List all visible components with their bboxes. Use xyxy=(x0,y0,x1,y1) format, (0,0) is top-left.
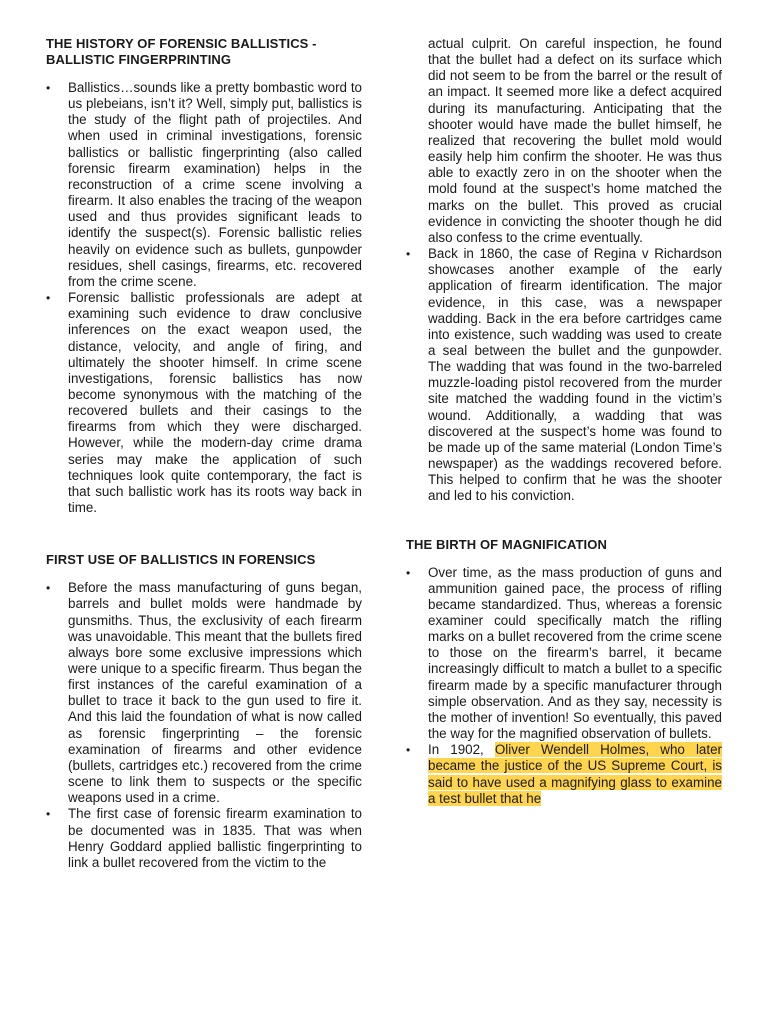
bullet-icon: • xyxy=(406,743,411,758)
bullet-icon: • xyxy=(406,565,411,580)
left-column xyxy=(46,36,362,871)
history-list xyxy=(46,80,362,516)
bullet-icon: • xyxy=(46,291,51,306)
highlighted-text: Oliver Wendell Holmes, who later became the justice of the US Supreme Court, is said to have used a magnifying glass to examine a test bullet that he xyxy=(428,742,722,806)
heading-first-use: FIRST USE OF BALLISTICS IN FORENSICS xyxy=(46,552,316,568)
heading-history-line1: THE HISTORY OF FORENSIC BALLISTICS - xyxy=(46,36,317,51)
right-column xyxy=(406,36,722,807)
first-use-list xyxy=(46,580,362,871)
list-item xyxy=(406,742,722,807)
heading-magnification: THE BIRTH OF MAGNIFICATION xyxy=(406,536,607,552)
paragraph-text: In 1902, xyxy=(428,742,495,758)
list-item xyxy=(406,246,722,505)
paragraph-text: Back in 1860, the case of Regina v Richardson showcases another example of the early application of firearm identification. The major evidence, in this case, was a newspaper wadding. Back in the era before cartridges came into existence, such wadding was used to create a seal between the bullet and the gunpowder. The wadding that was found in the two-barreled muzzle-loading pistol recovered from the murder site matched the wadding found in the victim’s wound. Additionally, a wadding that was discovered at the suspect’s home was found to be made up of the same material (London Time’s newspaper) as the waddings recovered before. This helped to confirm that he was the shooter and led to his conviction. xyxy=(428,246,722,504)
bullet-icon: • xyxy=(46,581,51,596)
bullet-icon: • xyxy=(46,81,51,95)
paragraph-text: Ballistics…sounds like a pretty bombastic word to us plebeians, isn’t it? Well, simply put, ballistics is the study of the flight path of projectiles. And when used in criminal investigations, forensic ballistics or ballistic fingerprinting (also called forensic firearm examination) helps in the reconstruction of a crime scene involving a firearm. It also enables the tracing of the weapon used and thus provides significant leads to identify the suspect(s). Forensic ballistic relies heavily on evidence such as bullets, gunpowder residues, shell casings, firearms, etc. recovered from the crime scene. xyxy=(68,80,362,289)
magnification-list xyxy=(406,565,722,807)
paragraph-text: The first case of forensic firearm examination to be documented was in 1835. That was when Henry Goddard applied ballistic fingerprinting to link a bullet recovered from the victim to the xyxy=(68,806,362,870)
bullet-icon: • xyxy=(46,807,51,822)
heading-history xyxy=(46,36,362,68)
bullet-icon: • xyxy=(406,247,411,262)
paragraph-text: Before the mass manufacturing of guns began, barrels and bullet molds were handmade by gunsmiths. Thus, the exclusivity of each firearm was unavoidable. This meant that the bullets fired always bore some exclusive impressions which were unique to a specific firearm. Thus began the first instances of the careful examination of a bullet to trace it back to the gun used to fire it. And this laid the foundation of what is now called as forensic fingerprinting – the forensic examination of firearms and other evidence (bullets, cartridges etc.) recovered from the crime scene to link them to suspects or the specific weapons used in a crime. xyxy=(68,580,362,806)
list-item xyxy=(46,80,362,290)
heading-history-line2: BALLISTIC FINGERPRINTING xyxy=(46,52,232,67)
paragraph-text: Forensic ballistic professionals are adept at examining such evidence to draw conclusive inferences on the exact weapon used, the distance, velocity, and angle of firing, and ultimately the shooter himself. In crime scene investigations, forensic ballistics has now become synonymous with the matching of the recovered bullets and their casings to the firearms from which they were discharged. However, while the modern-day crime drama series may make the application of such techniques look quite contemporary, the fact is that such ballistic work has its roots way back in time. xyxy=(68,290,362,516)
regina-list xyxy=(406,246,722,505)
paragraph-text: Over time, as the mass production of guns and ammunition gained pace, the process of rifling became standardized. Thus, whereas a forensic examiner could specifically match the rifling marks on a bullet recovered from the crime scene to those on the firearm’s barrel, it became increasingly difficult to match a bullet to a specific firearm made by a specific manufacturer through simple observation. And as they say, necessity is the mother of invention! So eventually, this paved the way for the magnified observation of bullets. xyxy=(428,564,722,742)
list-item xyxy=(406,565,722,743)
list-item xyxy=(46,290,362,516)
list-item xyxy=(46,806,362,871)
list-item xyxy=(46,580,362,806)
continuation-paragraph: actual culprit. On careful inspection, he found that the bullet had a defect on its surface which did not seem to be from the barrel or the result of an impact. It seemed more like a defect acquired during its manufacturing. Anticipating that the shooter would have made the bullet himself, he realized that recovering the bullet mold would easily help him confirm the shooter. He was thus able to exactly zero in on the shooter when the mold found at the suspect’s home matched the marks on the bullet. This proved as crucial evidence in convicting the shooter though he did also confess to the crime eventually. xyxy=(428,36,722,245)
